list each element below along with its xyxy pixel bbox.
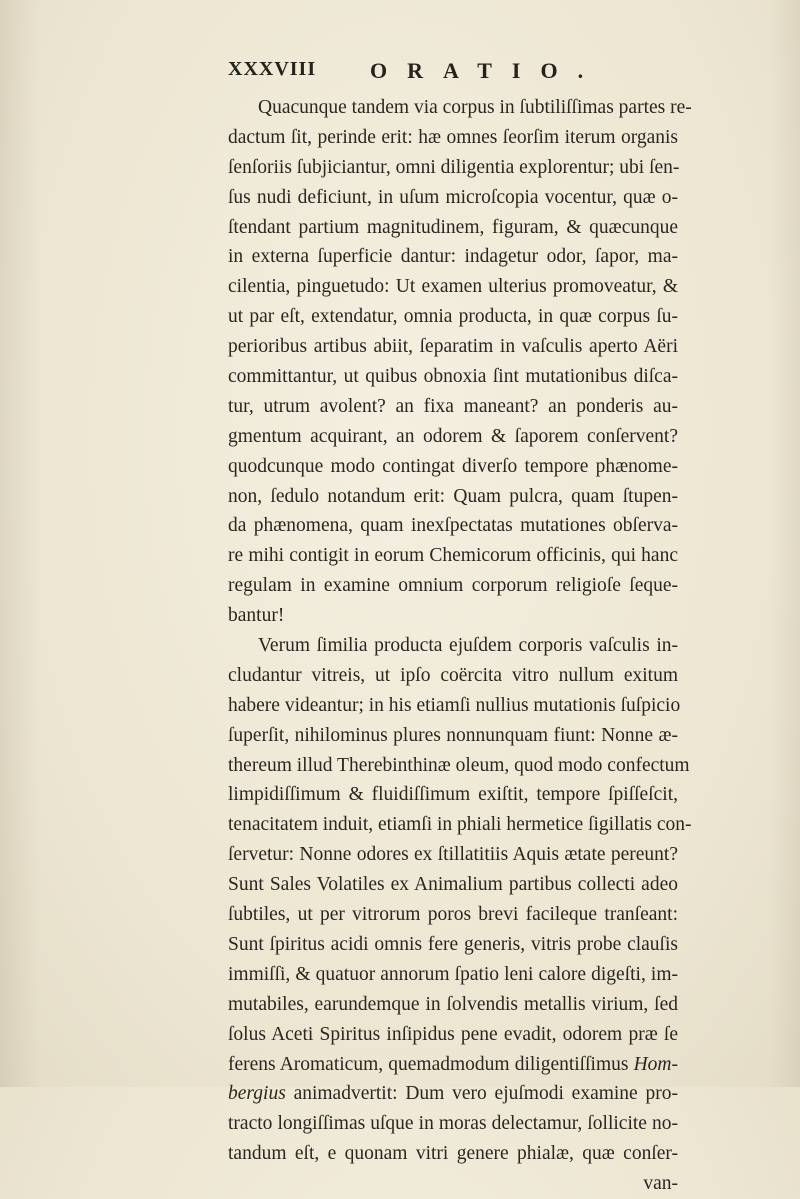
text-line: tur, utrum avolent? an fixa maneant? an ponderis au- [228, 395, 678, 417]
text-line: Quacunque tandem via corpus in ſubtiliſſimas partes re- [258, 97, 692, 118]
text-line: regulam in examine omnium corporum religioſe ſeque- [228, 575, 678, 597]
text-line: ſtendant partium magnitudinem, figuram, & quæcunque [228, 216, 678, 238]
text-line: committantur, ut quibus obnoxia ſint mutationibus diſca- [228, 366, 678, 388]
text-line: Sunt Sales Volatiles ex Animalium partibus collecti adeo [228, 874, 678, 896]
page-edge-shadow-right [770, 0, 800, 1087]
text-line: mutabiles, earundemque in ſolvendis metallis virium, ſed [228, 993, 678, 1015]
text-line: re mihi contigit in eorum Chemicorum officinis, qui hanc [228, 545, 678, 567]
text-line: ſuperſit, nihilominus plures nonnunquam fiunt: Nonne æ- [228, 724, 678, 746]
text-line: non, ſedulo notandum erit: Quam pulcra, quam ſtupen- [228, 485, 678, 507]
text-line: ſus nudi deficiunt, in uſum microſcopia vocentur, quæ o- [228, 186, 678, 208]
text-line: Verum ſimilia producta ejuſdem corporis vaſculis in- [258, 635, 678, 657]
text-line: perioribus artibus abiit, ſeparatim in vaſculis aperto Aëri [228, 336, 678, 358]
text-line: limpidiſſimum & fluidiſſimum exiſtit, tempore ſpiſſeſcit, [228, 784, 678, 806]
running-title: ORATIO. [370, 58, 604, 83]
text-line: gmentum acquirant, an odorem & ſaporem conſervent? [228, 425, 678, 447]
text-line: ſenſoriis ſubjiciantur, omni diligentia explorentur; ubi ſen- [228, 156, 680, 178]
text-line: ſolus Aceti Spiritus inſipidus pene evadit, odorem præ ſe [228, 1023, 678, 1045]
text-line: thereum illud Therebinthinæ oleum, quod modo confectum [228, 754, 690, 776]
text-line: habere videantur; in his etiamſi nullius mutationis ſuſpicio [228, 694, 681, 716]
text-line: in externa ſuperficie dantur: indagetur odor, ſapor, ma- [228, 246, 678, 268]
text-line: immiſſi, & quatuor annorum ſpatio leni calore digeſti, im- [228, 963, 678, 985]
text-line: tenacitatem induit, etiamſi in phiali hermetice ſigillatis con- [228, 814, 692, 836]
text-line: tracto longiſſimas uſque in moras delectamur, ſollicite no- [228, 1113, 678, 1135]
body-text [228, 93, 692, 1199]
text-line: tandum eſt, e quonam vitri genere phialæ, quæ conſer- [228, 1143, 678, 1165]
author-name-italic: bergius [228, 1083, 286, 1105]
text-line: dactum ſit, perinde erit: hæ omnes ſeorſim iterum organis [228, 126, 678, 148]
text-line: cludantur vitreis, ut ipſo coërcita vitro nullum exitum [228, 664, 678, 686]
text-line: ut par eſt, extendatur, omnia producta, in quæ corpus ſu- [228, 306, 678, 328]
author-name-italic: Hom- [633, 1053, 678, 1075]
text-line: ferens Aromaticum, quemadmodum diligentiſſimus Hom- [228, 1053, 678, 1075]
text-line: bantur! [228, 605, 285, 627]
page-number: XXXVIII [228, 58, 317, 80]
text-line: ſubtiles, ut per vitrorum poros brevi facileque tranſeant: [228, 904, 678, 926]
text-line: quodcunque modo contingat diverſo tempore phænome- [228, 455, 678, 477]
text-line: Sunt ſpiritus acidi omnis fere generis, vitris probe clauſis [228, 933, 678, 955]
text-line: bergius animadvertit: Dum vero ejuſmodi examine pro- [228, 1083, 678, 1105]
text-line: cilentia, pinguetudo: Ut examen ulterius promoveatur, & [228, 276, 678, 298]
text-line: da phænomena, quam inexſpectatas mutationes obſerva- [228, 515, 678, 537]
page-edge-shadow-left [0, 0, 40, 1087]
running-head [228, 58, 668, 90]
text-line: ſervetur: Nonne odores ex ſtillatitiis Aquis ætate pereunt? [228, 844, 678, 866]
catchword: van- [643, 1173, 678, 1195]
